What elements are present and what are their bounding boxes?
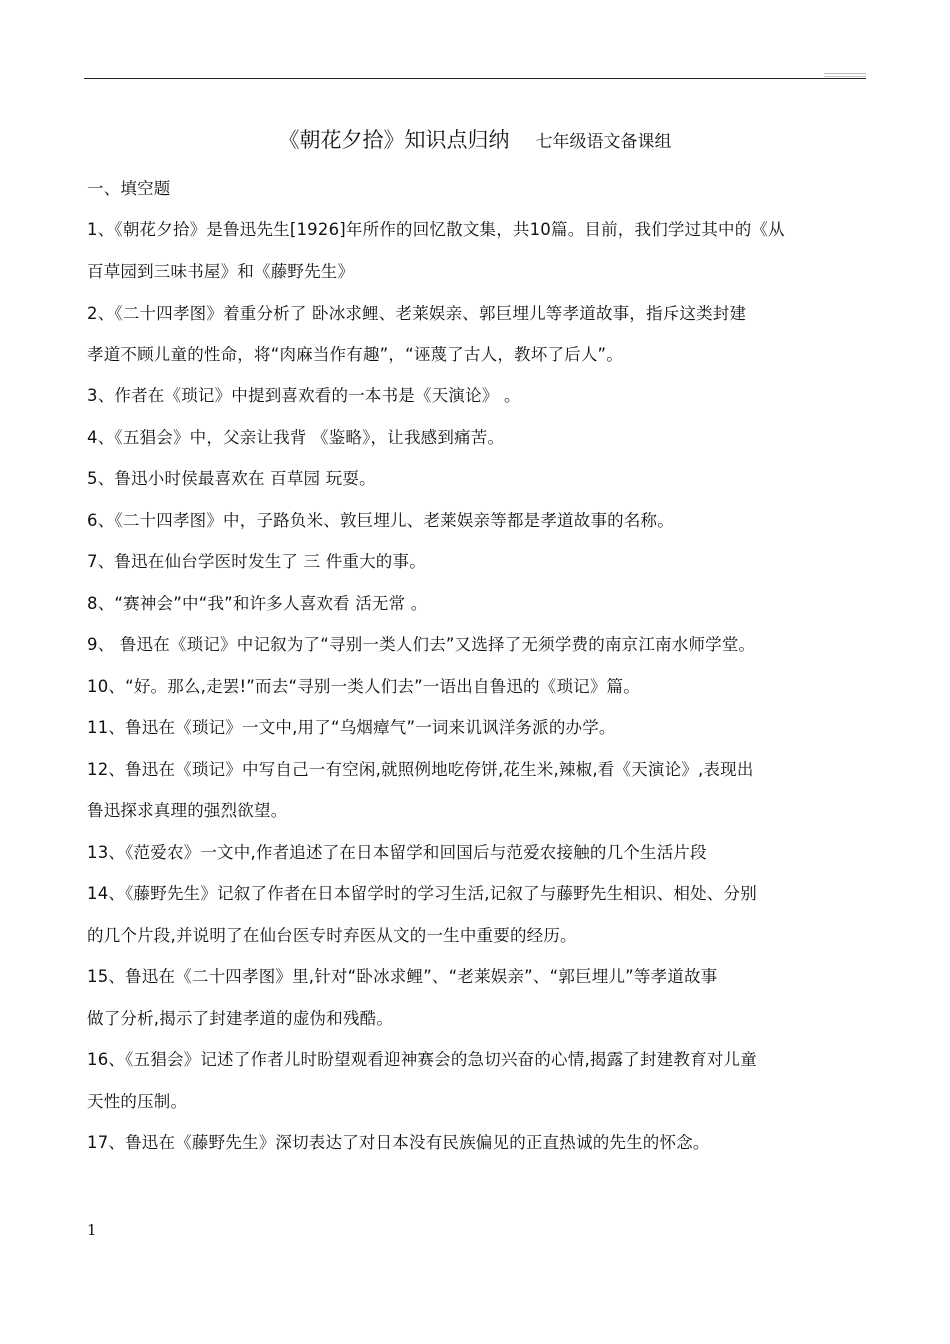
text-line: 10、“好。那么,走罢!”而去“寻别一类人们去”一语出自鲁迅的《琐记》篇。 <box>87 677 640 696</box>
text-line: 做了分析,揭示了封建孝道的虚伪和残酷。 <box>87 1009 394 1028</box>
text-line: 12、鲁迅在《琐记》中写自己一有空闲,就照例地吃侉饼,花生米,辣椒,看《天演论》,表现出 <box>87 760 754 779</box>
text-line: 天性的压制。 <box>87 1092 188 1111</box>
text-line: 7、鲁迅在仙台学医时发生了 三 件重大的事。 <box>87 552 426 571</box>
text-line: 9、 鲁迅在《琐记》中记叙为了“寻别一类人们去”又选择了无须学费的南京江南水师学堂。 <box>87 635 756 654</box>
text-line: 5、鲁迅小时侯最喜欢在 百草园 玩耍。 <box>87 469 376 488</box>
header-rule <box>84 78 866 79</box>
text-line: 14、《藤野先生》记叙了作者在日本留学时的学习生活,记叙了与藤野先生相识、相处、分别 <box>87 884 757 903</box>
text-line: 孝道不顾儿童的性命，将“肉麻当作有趣”，“诬蔑了古人，教坏了后人”。 <box>87 345 623 364</box>
document-title: 《朝花夕拾》知识点归纳 <box>278 128 510 152</box>
text-line: 的几个片段,并说明了在仙台医专时弃医从文的一生中重要的经历。 <box>87 926 577 945</box>
text-line: 13、《范爱农》一文中,作者追述了在日本留学和回国后与范爱农接触的几个生活片段 <box>87 843 707 862</box>
text-line: 15、鲁迅在《二十四孝图》里,针对“卧冰求鲤”、“老莱娱亲”、“郭巨埋儿”等孝道故事 <box>87 967 718 986</box>
text-line: 4、《五猖会》中，父亲让我背 《鉴略》，让我感到痛苦。 <box>87 428 505 447</box>
title-row <box>0 124 950 154</box>
text-line: 鲁迅探求真理的强烈欲望。 <box>87 801 288 820</box>
section-heading: 一、填空题 <box>87 179 171 198</box>
text-line: 8、“赛神会”中“我”和许多人喜欢看 活无常 。 <box>87 594 428 613</box>
text-line: 11、鲁迅在《琐记》一文中,用了“乌烟瘴气”一词来讥讽洋务派的办学。 <box>87 718 616 737</box>
text-line: 16、《五猖会》记述了作者儿时盼望观看迎神赛会的急切兴奋的心情,揭露了封建教育对儿童 <box>87 1050 757 1069</box>
text-line: 3、作者在《琐记》中提到喜欢看的一本书是《天演论》 。 <box>87 386 521 405</box>
text-line: 2、《二十四孝图》着重分析了 卧冰求鲤、老莱娱亲、郭巨埋儿等孝道故事，指斥这类封建 <box>87 304 747 323</box>
text-line: 百草园到三味书屋》和《藤野先生》 <box>87 262 355 281</box>
document-subtitle: 七年级语文备课组 <box>535 132 672 152</box>
text-line: 17、鲁迅在《藤野先生》深切表达了对日本没有民族偏见的正直热诚的先生的怀念。 <box>87 1133 710 1152</box>
page-number: 1 <box>87 1221 97 1239</box>
text-line: 6、《二十四孝图》中，子路负米、敦巨埋儿、老莱娱亲等都是孝道故事的名称。 <box>87 511 674 530</box>
header-mark <box>824 73 866 77</box>
text-line: 1、《朝花夕拾》是鲁迅先生[1926]年所作的回忆散文集，共10篇。目前，我们学过其中的《从 <box>87 220 785 239</box>
